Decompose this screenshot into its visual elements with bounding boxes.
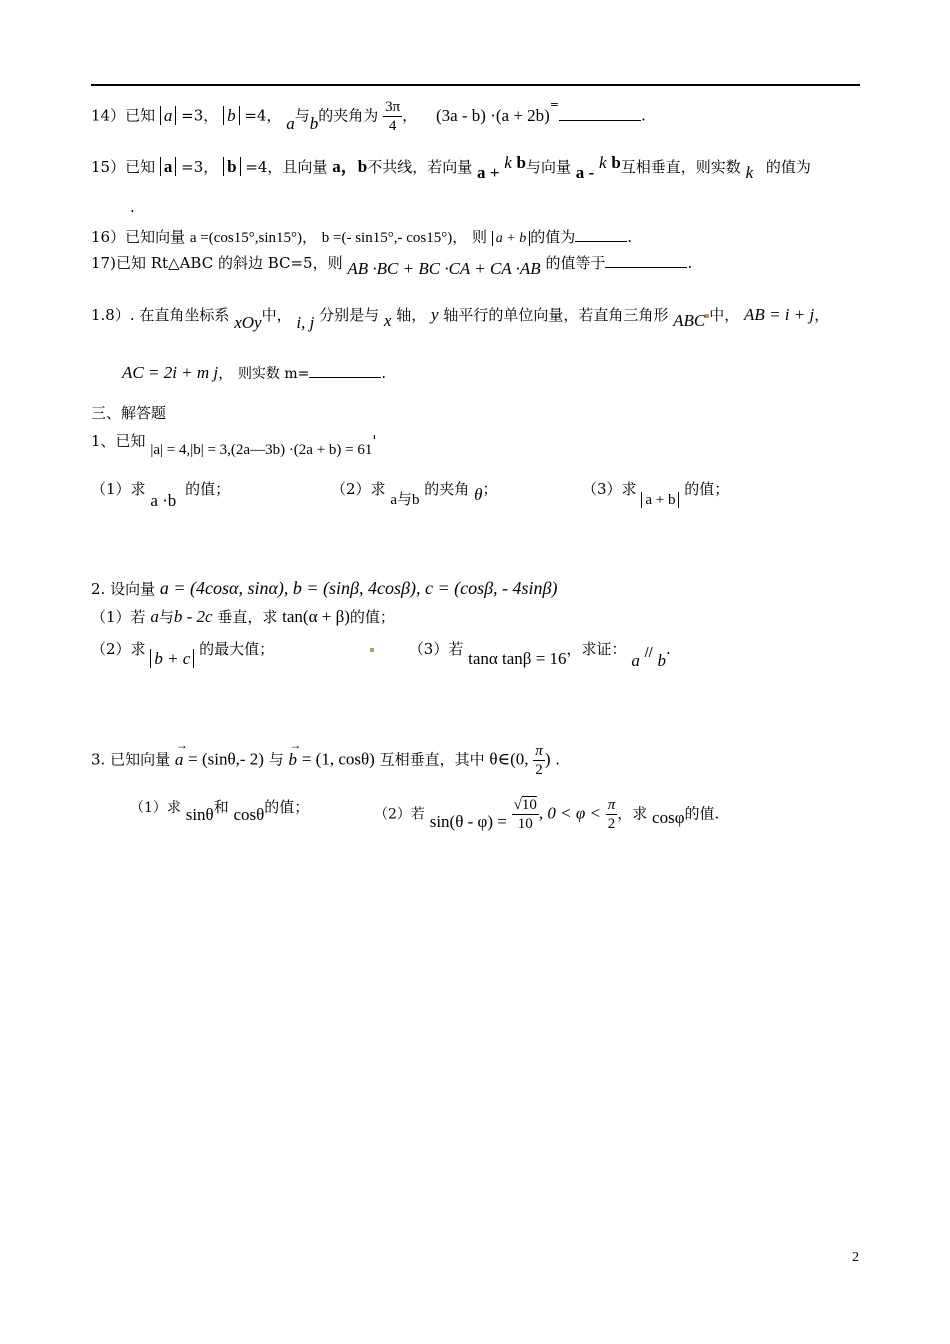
- question-2-part3: [370, 638, 671, 670]
- q1-condition: |a| = 4,|b| = 3,(2a—3b) ·(2a + b) = 61: [150, 442, 373, 458]
- period: .: [687, 254, 693, 272]
- problem-17-text: 17)已知 Rt△ABC 的斜边 BC=5，则: [91, 254, 343, 272]
- eq-b: =4，: [244, 106, 282, 125]
- sqrt10: √10: [513, 797, 537, 813]
- period: .: [641, 106, 646, 125]
- ab-expr: AB = i + j: [744, 305, 815, 324]
- k: k: [745, 163, 754, 182]
- equals: =: [549, 98, 560, 111]
- sin-diff: sin(θ - φ) =: [429, 811, 507, 831]
- theta-range: θ∈(0,: [489, 749, 529, 769]
- pi-over-2: [606, 796, 618, 833]
- radicand: 10: [521, 797, 537, 813]
- abs-a: a: [160, 157, 177, 176]
- fraction-numerator: 3π: [385, 99, 401, 115]
- problem-17: [91, 252, 693, 278]
- theta: θ: [474, 485, 483, 504]
- paren: ): [544, 749, 551, 769]
- abs-sum: a + b: [492, 231, 530, 246]
- value-text: 的值为: [530, 228, 576, 246]
- tan-expr: tan(α + β): [282, 607, 350, 626]
- question-1-part2: [331, 478, 498, 508]
- pi: π: [607, 797, 616, 813]
- q1-part3-label: （3）求: [582, 480, 637, 498]
- eq-a: =3，: [181, 106, 219, 125]
- q1-head: 1、已知: [91, 432, 146, 450]
- q1-part2-end: 的夹角: [424, 480, 470, 498]
- period: .: [130, 198, 135, 216]
- a-def: = (sinθ,- 2): [188, 749, 264, 769]
- q2-part1-label: （1）若: [91, 608, 146, 626]
- zhong2: 中，: [709, 306, 740, 324]
- value-text: 的值为: [765, 158, 811, 176]
- and-text: 与: [294, 106, 310, 125]
- ij: i, j: [296, 313, 315, 332]
- abs-b-plus-c: b + c: [150, 649, 194, 668]
- period: .: [381, 364, 387, 382]
- abs-a: a: [160, 106, 177, 125]
- xoy: xOy: [234, 313, 262, 332]
- abs-b: b: [223, 106, 240, 125]
- vector-a: a: [150, 607, 159, 626]
- and-text: 与: [158, 608, 174, 626]
- sin-theta: sinθ: [185, 805, 214, 824]
- parallel-symbol: //: [644, 645, 653, 659]
- cos-theta: cosθ: [233, 805, 265, 824]
- b-minus-2c: b - 2c: [173, 607, 213, 626]
- q3-part2-label: （2）若: [374, 806, 425, 823]
- vector-b-def: b =(- sin15°,- cos15°)，: [321, 230, 468, 246]
- question-2: [91, 578, 558, 599]
- two: 2: [535, 762, 543, 778]
- perp-text: 垂直，求: [217, 608, 278, 626]
- expr-a-minus: a -: [575, 163, 595, 182]
- b: b: [516, 153, 526, 172]
- problem-15: [91, 152, 811, 182]
- abs-b: b: [223, 157, 240, 176]
- comma: ，: [814, 306, 830, 324]
- period: .: [627, 228, 633, 246]
- and-text: 与: [268, 750, 284, 769]
- and-text: 和: [213, 798, 229, 816]
- q3-part1-end: 的值；: [264, 798, 310, 816]
- q1-part2-expr: a与b: [390, 492, 420, 508]
- vector-b: b: [357, 157, 368, 176]
- q1-part1-expr: a ·b: [150, 491, 177, 510]
- answer-blank: [605, 253, 687, 268]
- vector-a: a: [286, 113, 295, 133]
- two: 2: [607, 816, 616, 832]
- header-rule: [91, 84, 860, 86]
- vector-b: → b: [289, 750, 298, 770]
- period: .: [666, 640, 671, 658]
- axis-text: 轴，: [396, 306, 427, 324]
- problem-18-line2: [122, 362, 386, 383]
- prime: ': [372, 432, 377, 450]
- q2-part2-label: （2）求: [91, 640, 146, 658]
- problem-14-number: 14）已知: [91, 106, 156, 125]
- then-text: 则: [471, 228, 487, 246]
- question-1: [91, 430, 377, 458]
- pi: π: [535, 743, 543, 759]
- x: x: [383, 311, 392, 330]
- angle-fraction: [383, 98, 402, 135]
- q1-part3-expr: a + b: [641, 492, 679, 508]
- vector-a-def: a =(cos15°,sin15°)，: [189, 230, 317, 246]
- not-collinear: 不共线，若向量: [367, 158, 473, 176]
- question-1-parts: [91, 478, 231, 510]
- vector-a: → a: [175, 750, 184, 770]
- q1-part2-label: （2）求: [331, 480, 386, 498]
- q2-vectors: a = (4cosα, sinα), b = (sinβ, 4cosβ), c = (cosβ, - 4sinβ): [159, 578, 558, 598]
- sqrt10-over-10: [512, 796, 539, 833]
- eq-a: =3，: [181, 158, 219, 176]
- vector-b: b: [657, 651, 666, 670]
- perpendicular-text: 互相垂直，则实数: [620, 158, 741, 176]
- tan-product: tanα tanβ = 16: [468, 649, 567, 668]
- then-text: 则实数 m=: [237, 366, 310, 382]
- problem-14: [91, 98, 646, 135]
- semicolon: ；: [482, 480, 498, 498]
- question-1-part3: [582, 478, 730, 508]
- q1-part1-end: 的值；: [185, 480, 231, 498]
- q2-part2-end: 的最大值；: [199, 640, 275, 658]
- fraction-denominator: 4: [388, 118, 397, 134]
- vector-a: a，: [332, 157, 358, 176]
- prove-text: ，求证：: [566, 640, 627, 658]
- q2-head: 2. 设向量: [91, 580, 156, 598]
- perp-text: 互相垂直，其中: [379, 750, 485, 769]
- problem-15-number: 15）已知: [91, 158, 156, 176]
- find-text: ，求: [617, 804, 648, 823]
- question-3-part2: [374, 796, 719, 833]
- value-text: 的值等于: [545, 254, 606, 272]
- question-3-part1: [130, 796, 310, 824]
- question-2-part1: [91, 606, 395, 627]
- angle-text: 的夹角为: [318, 106, 379, 125]
- answer-blank: [575, 227, 627, 242]
- triangle-text: 轴平行的单位向量，若直角三角形: [443, 306, 669, 324]
- section-title: 三、解答题: [91, 404, 167, 422]
- k: k: [599, 153, 607, 172]
- q2-part1-end: 的值；: [349, 608, 395, 626]
- phi-condition: , 0 < φ <: [538, 803, 601, 823]
- problem-16: [91, 226, 632, 247]
- artifact-dot: [370, 648, 374, 652]
- period: .: [555, 750, 561, 769]
- abc: ABC: [673, 311, 706, 330]
- q1-part3-end: 的值；: [684, 480, 730, 498]
- zhong: 中，: [261, 306, 292, 324]
- y: y: [431, 305, 439, 324]
- vector-a: a: [631, 651, 640, 670]
- q1-part1-label: （1）求: [91, 480, 146, 498]
- q2-part3-label: （3）若: [408, 640, 464, 658]
- answer-blank: [309, 363, 381, 378]
- den: 10: [517, 816, 533, 832]
- question-3: [91, 742, 560, 779]
- k: k: [504, 153, 512, 172]
- q3-part1-label: （1）求: [130, 800, 181, 816]
- problem-16-number: 16）已知向量: [91, 228, 186, 246]
- problem-18-number: 1.8）. 在直角坐标系: [91, 306, 230, 324]
- q3-part2-end: 的值.: [684, 804, 720, 823]
- b: b: [611, 153, 621, 172]
- q3-head: 3. 已知向量: [91, 750, 171, 769]
- cos-phi: cosφ: [652, 807, 685, 827]
- b-def: = (1, cosθ): [301, 749, 375, 769]
- question-2-part2: [91, 638, 275, 668]
- ac-expr: AC = 2i + m j: [122, 363, 219, 382]
- expr-a-plus: a +: [476, 163, 500, 182]
- answer-blank: [559, 106, 641, 121]
- expression: (3a - b) ·(a + 2b): [435, 105, 550, 125]
- eq-b: =4，且向量: [245, 158, 328, 176]
- problem-18: [91, 304, 830, 332]
- mid-text: 分别是与: [319, 306, 380, 324]
- comma: ，: [218, 364, 234, 382]
- pi-over-2: [533, 742, 545, 779]
- vector-b: b: [309, 113, 319, 133]
- dot-product-sum: AB ·BC + BC ·CA + CA ·AB: [347, 259, 541, 278]
- with-vector: 与向量: [526, 158, 572, 176]
- page-number: 2: [852, 1250, 859, 1265]
- comma: ，: [402, 106, 418, 125]
